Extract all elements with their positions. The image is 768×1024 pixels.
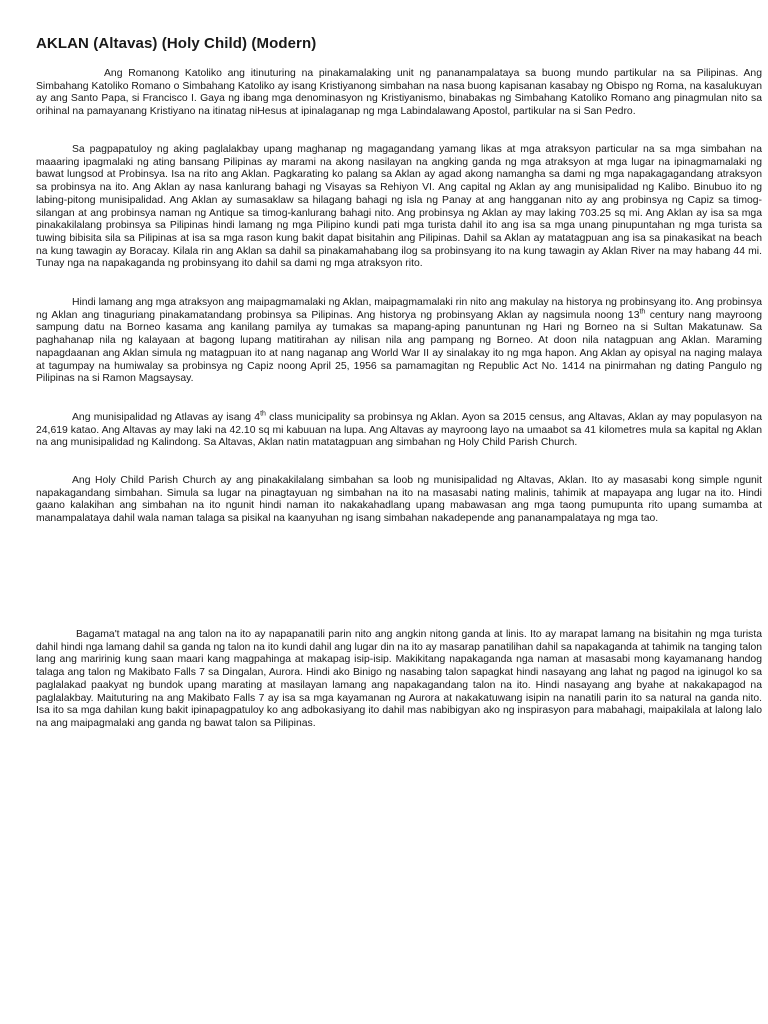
paragraph-aklan-overview — [36, 144, 762, 271]
paragraph-aklan-history — [36, 297, 762, 386]
paragraph-text: Ang Romanong Katoliko ang itinuturing na pinakamalaking unit ng pananampalataya sa buong mundo partikular na sa Pilipinas. Ang Simbahang Katoliko Romano o Simbahang Katoliko ay isang Kristiyanong simbahan na nasa buong kapisanan kasabay ng Obispo ng Roma, na kasalukuyan ay ang Santo Papa, si Francisco I. Gaya ng ibang mga denominasyon ng Kristiyanismo, binabakas ng Simbahang Katoliko Romano ang pinagmulan nito sa orihinal na pamayanang Kristiyano na itinatag niHesus at ipinalaganap ng mga Labindalawang Apostol, partikular na si San Pedro. — [36, 68, 762, 118]
page-title: AKLAN (Altavas) (Holy Child) (Modern) — [36, 35, 317, 52]
superscript: th — [260, 410, 266, 418]
paragraph-text-cont: century nang mayroong sampung datu na Borneo kasama ang kanilang pamilya ay tumakas sa mapang-aping panuntunan ng Hari ng Borneo na si Sultan Makatunaw. Sa paghahanap nila ng kalayaan at bagong lupang matitirahan ay nilisan nila ang pampang ng Borneo. At doon nila natagpuan ang Aklan. Maraming napagdaanan ang Aklan simula ng matagpuan ito at nang naganap ang World War II ay sinalakay ito ng mga hapon. Ang Aklan ay opisyal na naging malaya at tagumpay na humiwalay sa probinsya ng Capiz noong April 25, 1956 sa pamamagitan ng Republic Act No. 1414 na pinirmahan ng dating Pangulo ng Pilipinas na si Ramon Magsaysay. — [36, 309, 762, 385]
paragraph-text-cont: class municipality sa probinsya ng Aklan. Ayon sa 2015 census, ang Altavas, Aklan ay may populasyon na 24,619 katao. Ang Altavas ay may laki na 42.10 sq mi kabuuan na lupa. Ang Altavas ay mayroong layo na umaabot sa 41 kilometres mula sa kapital ng Aklan na ang munisipalidad ng Kalindong. Sa Altavas, Aklan natin matatagpuan ang simbahan ng Holy Child Parish Church. — [36, 412, 762, 449]
paragraph-text: Sa pagpapatuloy ng aking paglalakbay upang maghanap ng magagandang yamang likas at mga atraksyon particular na sa mga simbahan na maaaring ipagmalaki ng ating bansang Pilipinas ay marami na akong nasilayan na angking ganda ng mga atraksyon at mga lugar na ipinagmamalaki ng bawat lungsod at Probinsya. Isa na rito ang Aklan. Pagkarating ko palang sa Aklan ay agad akong namangha sa dami ng mga napakagagandang atraksyon sa probinsya na ito. Ang Aklan ay nasa kanlurang bahagi ng Visayas sa Rehiyon VI. Ang capital ng Aklan ay ang munisipalidad ng Kalibo. Binubuo ito ng labing-pitong munisipalidad. Ang Aklan ay sumasaklaw sa hilagang bahagi ng isla ng Panay at ang hangganan nito ay ang probinsya ng Capiz sa timog-silangan at ang probinsya naman ng Antique sa timog-kanlurang bahagi nito. Ang probinsya ng Aklan ay may laking 703.25 sq mi. Ang Aklan ay isa sa mga pinakakilalang probinsya sa Pilipinas hindi lamang ng mga Pilipino kundi pati mga turista dahil ito ang isa sa mga unang pinupuntahan ng mga turista sa tuwing bibisita sila sa Pilipinas at isa sa mga rason kung bakit dapat bisitahin ang Pilipinas. Dahil sa Aklan ay matatagpuan ang isa sa pinakasikat na beach na kung tawagin ay Boracay. Kilala rin ang Aklan sa dahil sa pinakamahabang ilog sa probinsyang ito na kung tawagin ay Aklan River na may habang 44 mi. Tunay nga na napakaganda ng probinsyang ito dahil sa dami ng mga atraksyon rito. — [36, 144, 762, 270]
superscript: th — [639, 308, 646, 316]
paragraph-text: Ang Holy Child Parish Church ay ang pinakakilalang simbahan sa loob ng munisipalidad ng Altavas, Aklan. Ito ay masasabi kong simple ngunit napakagandang simbahan. Simula sa lugar na pinagtayuan ng simbahan na ito na masasabi nating malinis, tahimik at mapayapa ang lugar na ito. Hindi gaano kalakihan ang simbahan na ito ngunit hindi naman ito nakakahadlang upang mabawasan ang mga taong pumupunta rito upang sumamba at manampalataya dahil wala naman talaga sa pisikal na kaanyuhan ng isang simbahan nakadepende ang pananampalataya ng mga tao. — [36, 475, 762, 525]
paragraph-text: Ang munisipalidad ng Atlavas ay isang 4 — [72, 412, 261, 423]
paragraph-holy-child-church — [36, 475, 762, 526]
paragraph-text: Hindi lamang ang mga atraksyon ang maipagmamalaki ng Aklan, maipagmamalaki rin nito ang makulay na historya ng probinsyang ito. Ang probinsya ng Aklan ang tinaguriang pinakamatandang probinsya sa Pilipinas. Ang historya ng probinsyang Aklan ay nagsimula noong 13 — [36, 297, 762, 321]
paragraph-intro — [36, 68, 762, 119]
paragraph-makibato-falls — [36, 629, 762, 731]
paragraph-text: Bagama't matagal na ang talon na ito ay napapanatili parin nito ang angkin nitong ganda at linis. Ito ay marapat lamang na bisitahin ng mga turista dahil hindi nga lamang dahil sa ganda ng talon na ito kundi dahil ang lugar din na ito ay masarap panatilihan dahil sa napakaganda at tahimik na tanging talon lang ang maririnig kung saan maari kang magpahinga at makapag isip-isip. Makikitang napakaganda nga naman at masasabi mong kayamanang handog talaga ang talon ng Makibato Falls 7 sa Dingalan, Aurora. Hindi ako Binigo ng nasabing talon sapagkat hindi nasayang ang lahat ng pagod na iginugol ko sa paglalakad paakyat ng bundok upang marating at masilayan lamang ang napakagandang talon na ito. Hindi nasayang ang byahe at nakakapagod na paglalakbay. Maituturing na ang Makibato Falls 7 ay isa sa mga kayamanan ng Aurora at nakakatuwang isipin na nanatili parin ito sa natural na ganda nito. Isa ito sa mga dahilan kung bakit ipinapagpatuloy ko ang adbokasiyang ito dahil mas nabibigyan ako ng inspirasyon para mabahagi, maipakilala at lalong lalo na ang maipagmalaki ang ganda ng bawat talon sa Pilipinas. — [36, 629, 762, 729]
paragraph-altavas — [36, 412, 762, 450]
